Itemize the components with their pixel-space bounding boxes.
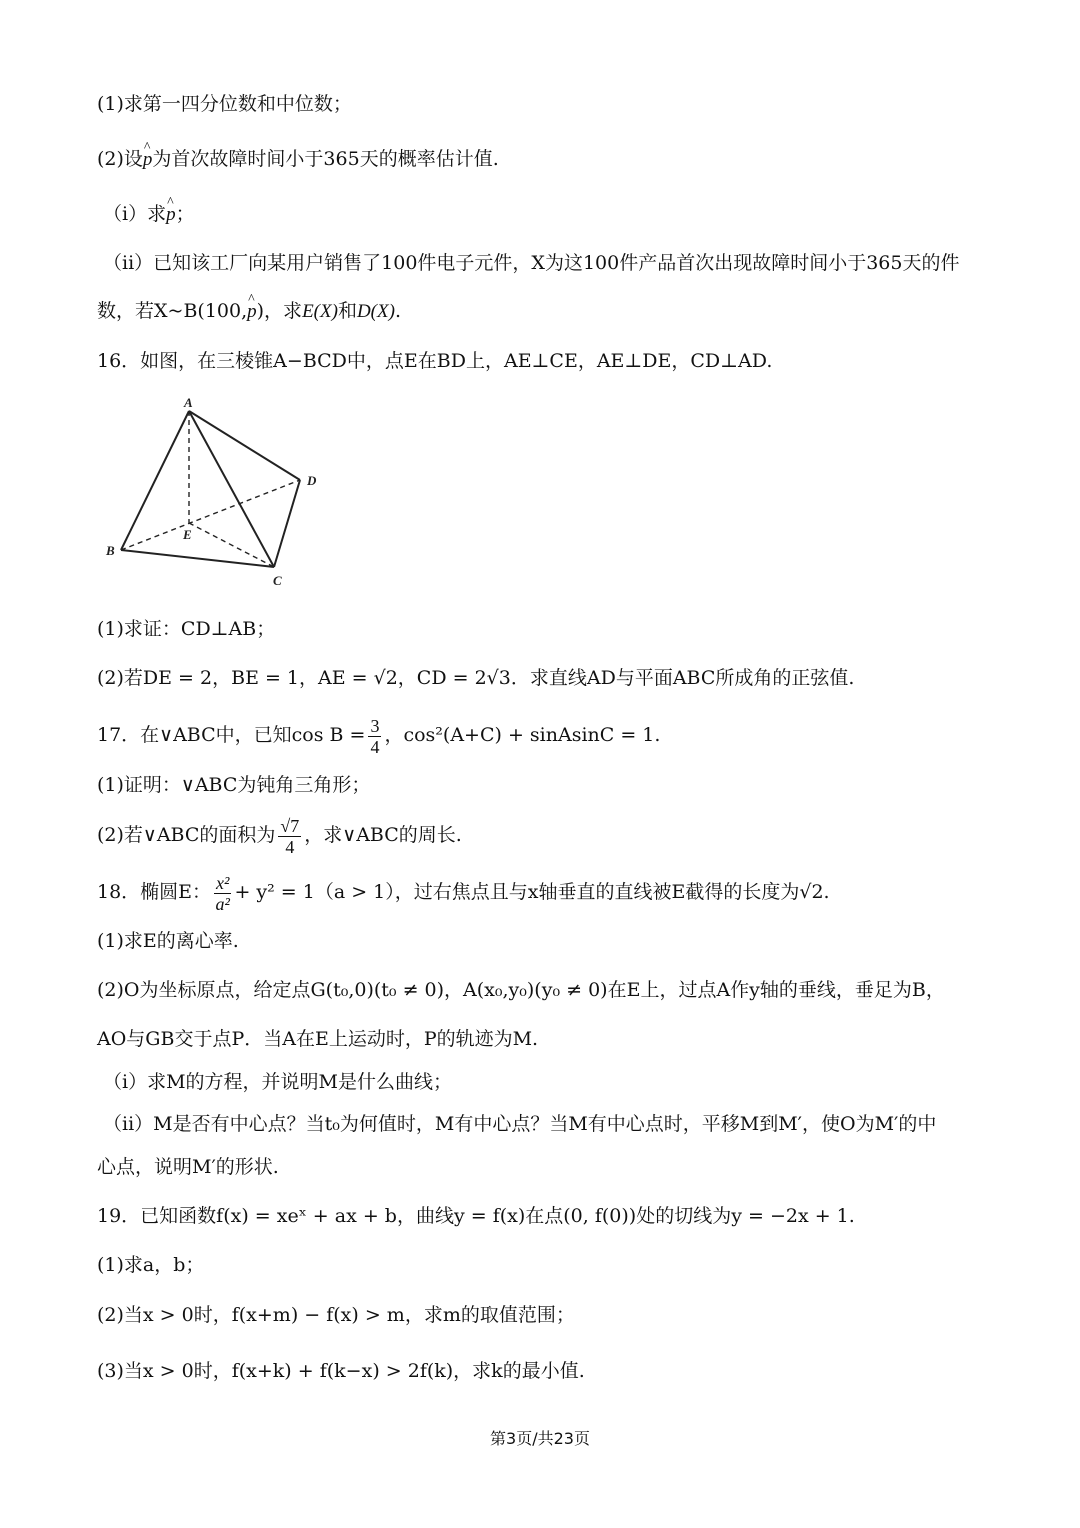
edge-cd (274, 480, 300, 567)
q18-stem-suffix: + y² = 1（a > 1），过右焦点且与x轴垂直的直线被E截得的长度为√2. (234, 881, 830, 903)
q15-part2 (97, 145, 997, 174)
p-hat-symbol: ^ p (143, 146, 153, 174)
q17-stem (97, 712, 997, 758)
q17-part1: (1)证明：∨ABC为钝角三角形； (97, 774, 371, 796)
q18-stem (97, 868, 997, 916)
q17-stem-prefix: 17．在∨ABC中，已知cos B = (97, 724, 366, 746)
q17-part2-prefix: (2)若∨ABC的面积为 (97, 824, 276, 846)
edge-bd-dashed (121, 480, 300, 550)
label-c: C (273, 573, 282, 588)
q18-part2-line1: (2)O为坐标原点，给定点G(t₀,0)(t₀ ≠ 0)，A(x₀,y₀)(y₀ ≠ 0)在E上，过点A作y轴的垂线，垂足为B， (97, 979, 945, 1001)
page-footer: 第3页/共23页 (490, 1429, 590, 1448)
label-e: E (183, 527, 192, 542)
q16-part2: (2)若DE = 2，BE = 1，AE = √2，CD = 2√3．求直线AD与平面ABC所成角的正弦值. (97, 667, 855, 689)
p-hat-symbol: ^ p (166, 201, 176, 229)
q15-part1: (1)求第一四分位数和中位数； (97, 93, 352, 115)
edge-ab (121, 411, 189, 550)
variance-dx: D(X) (356, 301, 395, 322)
label-b: B (106, 543, 115, 558)
tetrahedron-figure (100, 393, 340, 593)
label-a: A (184, 395, 193, 410)
fraction-numerator: 3 (370, 715, 380, 736)
q15-sub-ii-and: 和 (337, 300, 357, 322)
p-hat-symbol: ^ p (247, 298, 257, 326)
q16-part1: (1)求证：CD⊥AB； (97, 618, 276, 640)
q17-stem-suffix: ，cos²(A+C) + sinAsinC = 1. (384, 724, 661, 746)
q19-stem: 19．已知函数f(x) = xeˣ + ax + b，曲线y = f(x)在点(0, f(0))处的切线为y = −2x + 1. (97, 1205, 855, 1227)
q15-sub-ii-binomial: 数，若X~B(100, (97, 300, 248, 322)
fraction-numerator: x² (216, 872, 230, 893)
expectation-ex: E(X) (302, 301, 338, 322)
q18-part1: (1)求E的离心率. (97, 930, 239, 952)
fraction-x2-over-a2 (214, 873, 231, 914)
fraction-denominator: 4 (370, 736, 380, 757)
fraction-denominator: a² (215, 893, 230, 914)
q18-stem-prefix: 18．椭圆E： (97, 881, 212, 903)
q16-stem: 16．如图，在三棱锥A−BCD中，点E在BD上，AE⊥CE，AE⊥DE，CD⊥AD. (97, 350, 773, 372)
q15-sub-i (103, 200, 1003, 229)
q15-sub-ii-line2 (97, 297, 997, 326)
q19-part2: (2)当x > 0时，f(x+m) − f(x) > m，求m的取值范围； (97, 1304, 575, 1326)
q18-part2-line2: AO与GB交于点P．当A在E上运动时，P的轨迹为M. (97, 1028, 539, 1050)
q15-sub-ii-end: . (394, 300, 401, 322)
edge-bc (121, 550, 274, 567)
q19-part1: (1)求a，b； (97, 1254, 205, 1276)
q15-sub-i-suffix: ； (175, 203, 195, 225)
edge-ad (189, 411, 300, 480)
q17-part2 (97, 810, 997, 860)
q15-sub-ii-mid: )，求 (256, 300, 303, 322)
fraction-numerator: √7 (280, 815, 300, 836)
edge-ac (189, 411, 274, 567)
q15-sub-ii-line1: （ii）已知该工厂向某用户销售了100件电子元件，X为这100件产品首次出现故障时间小于365天的件 (103, 252, 960, 274)
fraction-three-quarters (368, 716, 381, 757)
fraction-denominator: 4 (285, 836, 295, 857)
q19-part3: (3)当x > 0时，f(x+k) + f(k−x) > 2f(k)，求k的最小值. (97, 1360, 585, 1382)
q15-sub-i-prefix: （i）求 (103, 203, 167, 225)
q18-sub-ii-line1: （ii）M是否有中心点？当t₀为何值时，M有中心点？当M有中心点时，平移M到M′，使O为M′的中 (103, 1113, 937, 1135)
fraction-root7-over-4 (278, 816, 301, 857)
label-d: D (307, 473, 317, 488)
q15-part2-prefix: (2)设 (97, 148, 143, 170)
q15-part2-text: 为首次故障时间小于365天的概率估计值. (152, 148, 499, 170)
q17-part2-suffix: ，求∨ABC的周长. (304, 824, 462, 846)
q18-sub-i: （i）求M的方程，并说明M是什么曲线； (103, 1071, 452, 1093)
q18-sub-ii-line2: 心点，说明M′的形状. (97, 1156, 279, 1178)
